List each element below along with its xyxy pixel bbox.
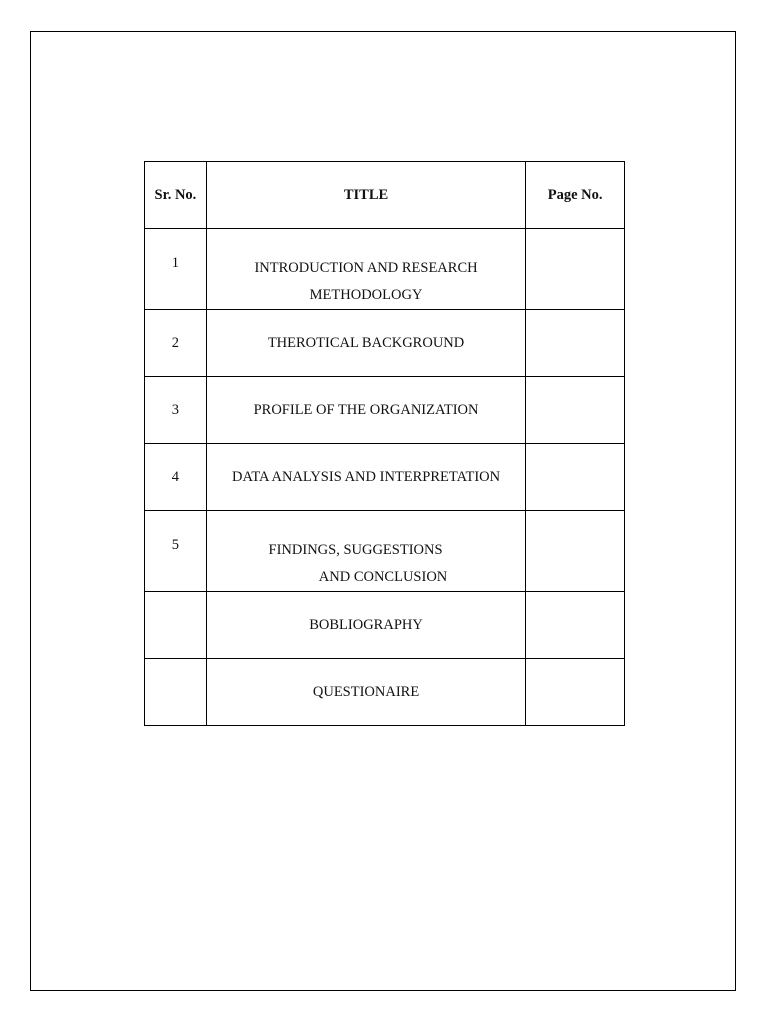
table-row	[145, 592, 625, 659]
row-title-line: FINDINGS, SUGGESTIONS	[268, 542, 443, 558]
row-sr-no: 4	[145, 444, 207, 511]
table-row	[145, 377, 625, 444]
row-sr-no: 5	[145, 511, 207, 592]
row-title	[206, 229, 525, 310]
row-page-no	[526, 310, 625, 377]
table-row	[145, 511, 625, 592]
row-sr-no	[145, 659, 207, 726]
row-page-no	[526, 659, 625, 726]
contents-table	[144, 161, 625, 726]
table-row	[145, 229, 625, 310]
table-row	[145, 444, 625, 511]
row-title: THEROTICAL BACKGROUND	[206, 310, 525, 377]
row-title-line: METHODOLOGY	[309, 287, 423, 303]
row-title-line: INTRODUCTION AND RESEARCH	[254, 260, 478, 276]
row-page-no	[526, 377, 625, 444]
table-header-row	[145, 162, 625, 229]
row-page-no	[526, 592, 625, 659]
row-page-no	[526, 444, 625, 511]
row-sr-no: 1	[145, 229, 207, 310]
row-title-line: AND CONCLUSION	[318, 569, 448, 585]
header-page-no: Page No.	[526, 162, 625, 229]
row-page-no	[526, 229, 625, 310]
row-sr-no: 3	[145, 377, 207, 444]
row-title	[206, 511, 525, 592]
row-title: QUESTIONAIRE	[206, 659, 525, 726]
row-sr-no	[145, 592, 207, 659]
row-page-no	[526, 511, 625, 592]
header-sr-no: Sr. No.	[145, 162, 207, 229]
row-title: DATA ANALYSIS AND INTERPRETATION	[206, 444, 525, 511]
table-row	[145, 659, 625, 726]
row-title: PROFILE OF THE ORGANIZATION	[206, 377, 525, 444]
row-title: BOBLIOGRAPHY	[206, 592, 525, 659]
header-title: TITLE	[206, 162, 525, 229]
table-row	[145, 310, 625, 377]
row-sr-no: 2	[145, 310, 207, 377]
